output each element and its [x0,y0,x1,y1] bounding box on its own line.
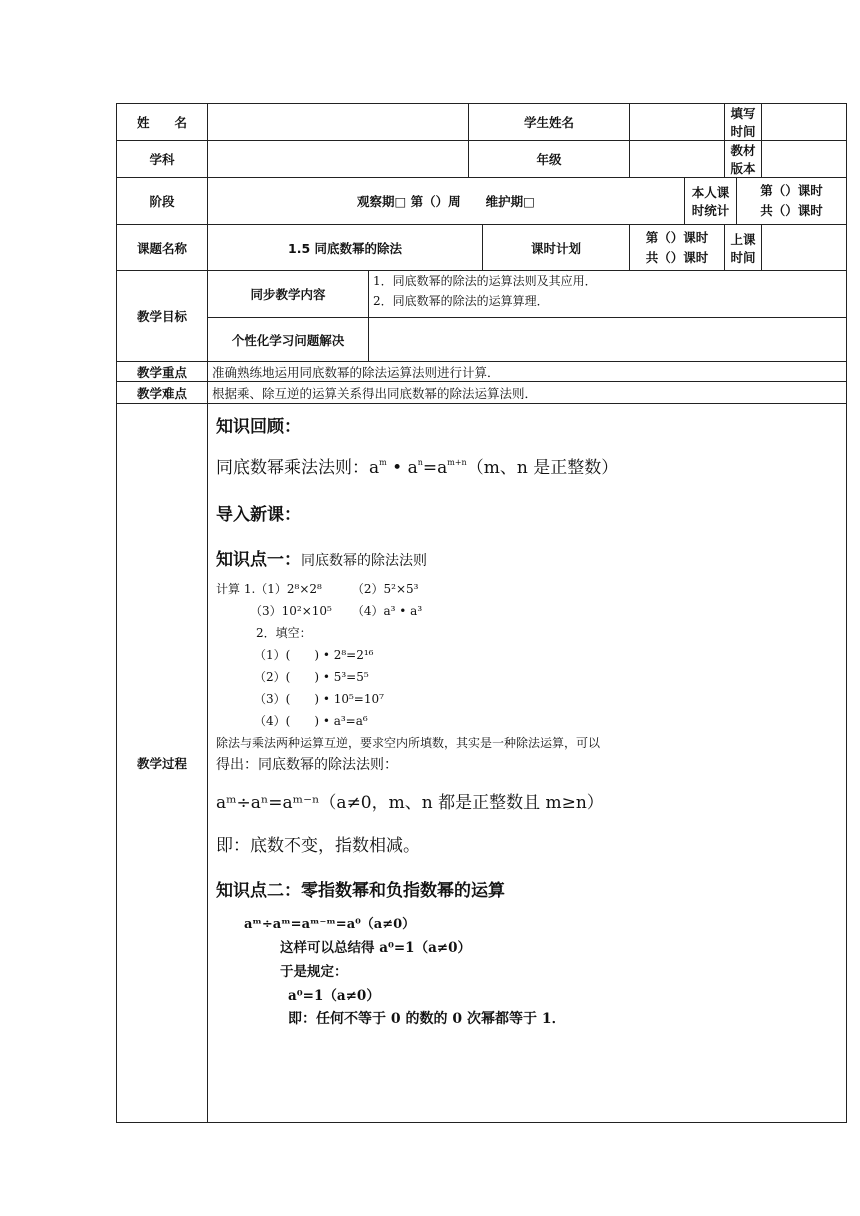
calc-2: （2）5²×5³ [351,582,419,596]
calc-3: （3）10²×10⁵ [250,604,332,618]
name-label: 姓 名 [117,104,208,141]
fill-time-label: 填写时间 [725,104,762,141]
class-time-value[interactable] [762,225,847,271]
fill-title: 2．填空： [256,626,312,640]
calc-prefix: 计算 1.（1） [216,582,287,596]
lesson-plan-table [116,103,847,1123]
student-name-value[interactable] [630,104,725,141]
hours-line-2: 共（）课时 [760,203,823,218]
zero-line-3: 于是规定： [280,964,348,980]
key-point-value: 准确熟练地运用同底数幂的除法运算法则进行计算． [208,362,847,382]
fill-time-value[interactable] [762,104,847,141]
class-time-label: 上课时间 [725,225,762,271]
topic-label: 课题名称 [117,225,208,271]
sync-content-value [369,271,847,318]
stage-value: 观察期□ 第（）周 维护期□ [208,178,685,225]
stage-label: 阶段 [117,178,208,225]
personal-problem-label: 个性化学习问题解决 [208,318,369,362]
textbook-value[interactable] [762,141,847,178]
subject-label: 学科 [117,141,208,178]
fill-3: （3）( ) • 10⁵=10⁷ [254,692,384,706]
process-label: 教学过程 [117,404,208,1123]
kp1-heading: 知识点一： [216,550,301,570]
calc-line-2 [216,600,838,622]
explain-2: 得出：同底数幂的除法法则： [216,757,398,773]
review-rule-m: m [379,458,387,468]
goals-label: 教学目标 [117,271,208,362]
review-rule-prefix: 同底数幂乘法法则：a [216,458,380,478]
fill-4: （4）( ) • a³=a⁶ [254,714,368,728]
kp1-heading-line [216,545,838,570]
plan-value [630,225,725,271]
sync-content-label: 同步教学内容 [208,271,369,318]
division-rule: aᵐ÷aⁿ=aᵐ⁻ⁿ（a≠0，m、n 都是正整数且 m≥n） [216,793,604,813]
zero-line-5: 即：任何不等于 0 的数的 0 次幂都等于 1． [288,1011,566,1027]
hours-value [737,178,847,225]
student-name-label: 学生姓名 [469,104,630,141]
name-value[interactable] [208,104,469,141]
plan-label: 课时计划 [483,225,630,271]
plan-line-2: 共（）课时 [645,249,709,265]
intro-heading: 导入新课： [216,505,301,525]
zero-line-4: a⁰=1（a≠0） [288,988,380,1004]
hours-label: 本人课时统计 [685,178,737,225]
sync-item-2: 2．同底数幂的除法的运算算理． [373,294,549,308]
textbook-label: 教材版本 [725,141,762,178]
calc-4: （4）a³ • a³ [351,604,423,618]
kp2-heading: 知识点二：零指数幂和负指数幂的运算 [216,881,505,901]
review-rule [216,453,838,478]
review-rule-eq: =a [422,458,448,478]
review-heading: 知识回顾： [216,417,301,437]
review-rule-mn: m+n [447,458,467,468]
calc-line-1 [216,578,838,600]
zero-line-2: 这样可以总结得 a⁰=1（a≠0） [280,940,472,956]
explain-1: 除法与乘法两种运算互逆，要求空内所填数，其实是一种除法运算，可以 [216,736,601,750]
hours-line-1: 第（）课时 [760,183,823,198]
difficult-point-label: 教学难点 [117,382,208,404]
review-rule-suffix: （m、n 是正整数） [466,458,619,478]
fill-1: （1）( ) • 2⁸=2¹⁶ [254,648,374,662]
fill-2: （2）( ) • 5³=5⁵ [254,670,369,684]
calc-1: 2⁸×2⁸ [286,582,322,596]
review-rule-n: n [417,458,423,468]
sync-item-1: 1．同底数幂的除法的运算法则及其应用． [373,274,597,288]
grade-value[interactable] [630,141,725,178]
kp1-title: 同底数幂的除法法则 [301,553,427,569]
key-point-label: 教学重点 [117,362,208,382]
division-summary: 即：底数不变，指数相减。 [216,836,420,856]
grade-label: 年级 [469,141,630,178]
review-rule-dot: • a [386,458,418,478]
process-content [208,404,847,1123]
topic-value: 1.5 同底数幂的除法 [208,225,483,271]
difficult-point-value: 根据乘、除互逆的运算关系得出同底数幂的除法运算法则． [208,382,847,404]
zero-line-1: aᵐ÷aᵐ=aᵐ⁻ᵐ=a⁰（a≠0） [244,917,416,932]
personal-problem-value[interactable] [369,318,847,362]
subject-value[interactable] [208,141,469,178]
plan-line-1: 第（）课时 [645,229,709,245]
